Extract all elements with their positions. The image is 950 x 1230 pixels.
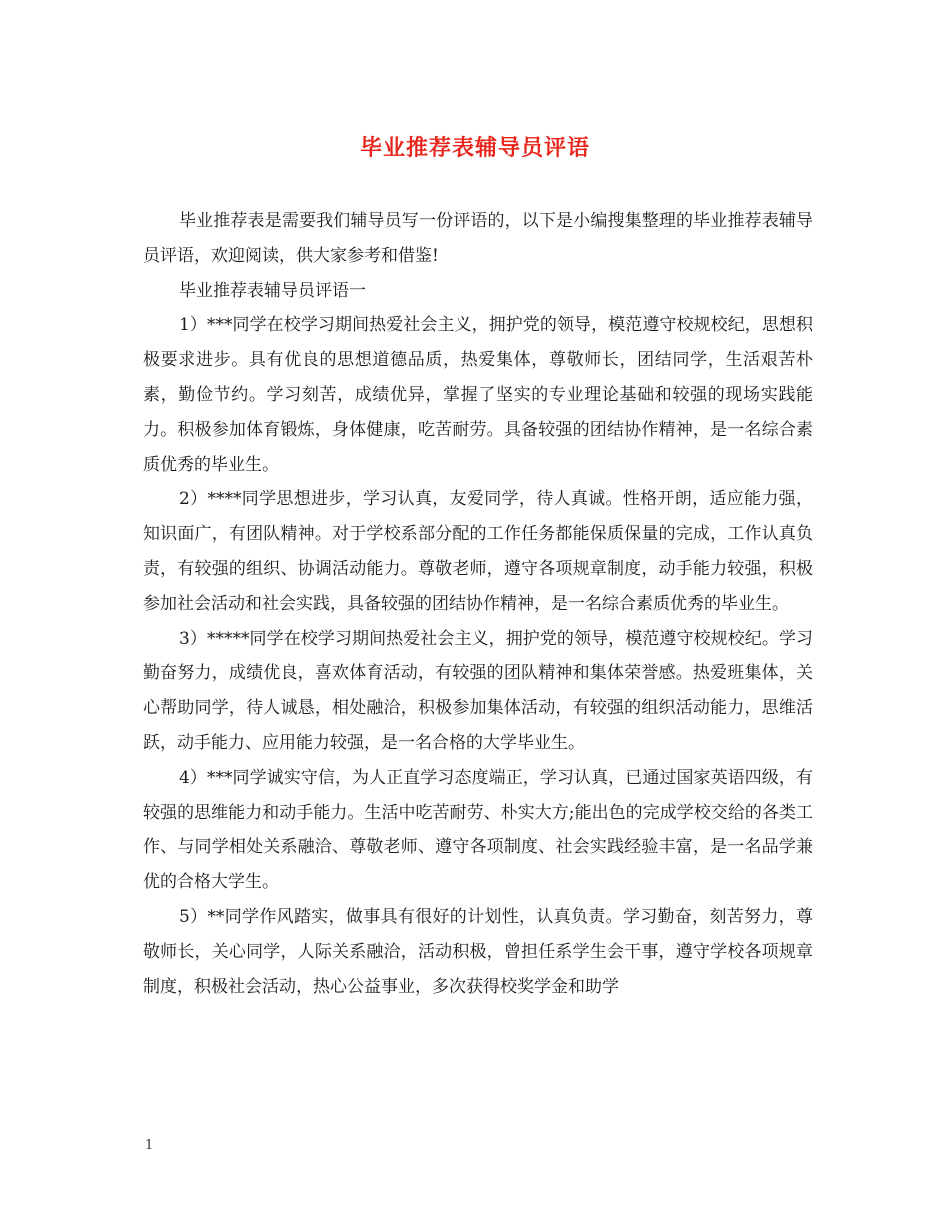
document-body xyxy=(143,204,813,1004)
page-number: 1 xyxy=(145,1138,154,1153)
comment-paragraph-4: 4）***同学诚实守信，为人正直学习态度端正，学习认真，已通过国家英语四级，有较强的思维能力和动手能力。生活中吃苦耐劳、朴实大方;能出色的完成学校交给的各类工作、与同学相处关系融洽、尊敬老师、遵守各项制度、社会实践经验丰富，是一名品学兼优的合格大学生。 xyxy=(143,767,813,893)
document-title: 毕业推荐表辅导员评语 xyxy=(359,135,590,161)
intro-paragraph: 毕业推荐表是需要我们辅导员写一份评语的，以下是小编搜集整理的毕业推荐表辅导员评语，欢迎阅读，供大家参考和借鉴! xyxy=(143,211,813,266)
comment-paragraph-5: 5）**同学作风踏实，做事具有很好的计划性，认真负责。学习勤奋，刻苦努力，尊敬师长，关心同学，人际关系融洽，活动积极，曾担任系学生会干事，遵守学校各项规章制度，积极社会活动，热心公益事业，多次获得校奖学金和助学 xyxy=(143,906,813,997)
comment-paragraph-3: 3）*****同学在校学习期间热爱社会主义，拥护党的领导，模范遵守校规校纪。学习勤奋努力，成绩优良，喜欢体育活动，有较强的团队精神和集体荣誉感。热爱班集体，关心帮助同学，待人诚恳，相处融洽，积极参加集体活动，有较强的组织活动能力，思维活跃，动手能力、应用能力较强，是一名合格的大学毕业生。 xyxy=(143,628,813,753)
comment-paragraph-2: 2）****同学思想进步，学习认真，友爱同学，待人真诚。性格开朗，适应能力强，知识面广，有团队精神。对于学校系部分配的工作任务都能保质保量的完成，工作认真负责，有较强的组织、协调活动能力。尊敬老师，遵守各项规章制度，动手能力较强，积极参加社会活动和社会实践，具备较强的团结协作精神，是一名综合素质优秀的毕业生。 xyxy=(143,489,813,614)
section-heading: 毕业推荐表辅导员评语一 xyxy=(179,280,366,301)
comment-paragraph-1: 1）***同学在校学习期间热爱社会主义，拥护党的领导，模范遵守校规校纪，思想积极要求进步。具有优良的思想道德品质，热爱集体，尊敬师长，团结同学，生活艰苦朴素，勤俭节约。学习刻苦，成绩优异，掌握了坚实的专业理论基础和较强的现场实践能力。积极参加体育锻炼，身体健康，吃苦耐劳。具备较强的团结协作精神，是一名综合素质优秀的毕业生。 xyxy=(143,315,813,475)
